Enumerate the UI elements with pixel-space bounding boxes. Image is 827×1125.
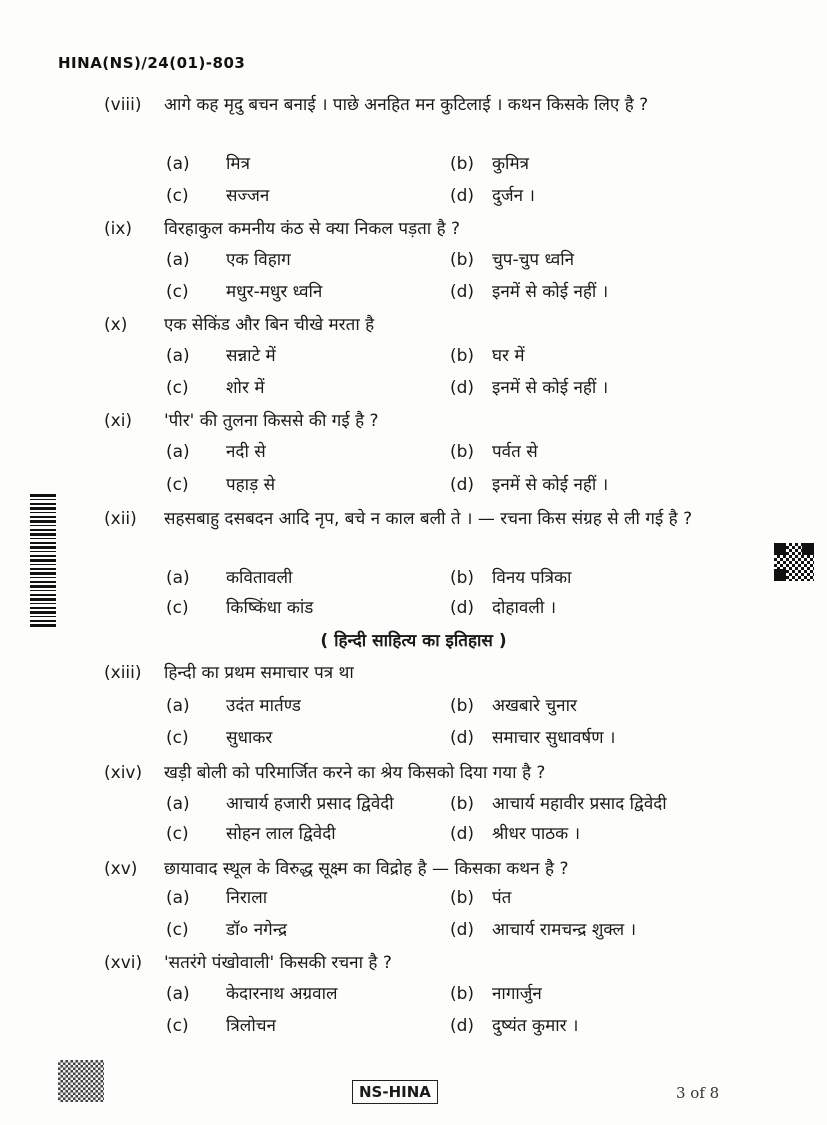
question: [104, 408, 754, 464]
option-label: (d): [450, 282, 475, 302]
option-label: (a): [166, 250, 190, 270]
option-text: विनय पत्रिका: [492, 568, 572, 588]
option-label: (b): [450, 984, 475, 1004]
question-text: हिन्दी का प्रथम समाचार पत्र था: [164, 663, 354, 683]
option-text: इनमें से कोई नहीं ।: [492, 378, 609, 398]
option-label: (b): [450, 568, 475, 588]
question-number: (xiv): [104, 763, 143, 783]
option-label: (b): [450, 250, 475, 270]
question: [104, 92, 754, 148]
option-text: समाचार सुधावर्षण ।: [492, 728, 616, 748]
page-number: 3 of 8: [676, 1084, 720, 1102]
paper-code: HINA(NS)/24(01)-803: [58, 54, 246, 72]
option-text: दुर्जन ।: [492, 186, 535, 206]
option-text: आचार्य महावीर प्रसाद द्विवेदी: [492, 794, 667, 814]
option-label: (a): [166, 696, 190, 716]
option-text: सन्नाटे में: [226, 346, 276, 366]
option-label: (b): [450, 154, 475, 174]
option-text: त्रिलोचन: [226, 1016, 276, 1036]
question-number: (xvi): [104, 953, 143, 973]
option-text: सोहन लाल द्विवेदी: [226, 824, 336, 844]
option-text: घर में: [492, 346, 525, 366]
option-text: नागार्जुन: [492, 984, 542, 1004]
option-label: (a): [166, 346, 190, 366]
question-number: (xi): [104, 411, 133, 431]
option-label: (c): [166, 186, 189, 206]
option-text: नदी से: [226, 442, 266, 462]
qr-code: [774, 543, 814, 581]
question-text: खड़ी बोली को परिमार्जित करने का श्रेय किसको दिया गया है ?: [164, 763, 546, 783]
option-label: (d): [450, 1016, 475, 1036]
option-text: मित्र: [226, 154, 250, 174]
option-text: श्रीधर पाठक ।: [492, 824, 581, 844]
footer-paper-code: NS-HINA: [352, 1080, 438, 1104]
option-text: पंत: [492, 888, 512, 908]
option-text: निराला: [226, 888, 268, 908]
security-stamp: [58, 1060, 104, 1102]
side-barcode: [30, 494, 56, 628]
question: [104, 506, 754, 562]
option-label: (d): [450, 186, 475, 206]
question-text: सहसबाहु दसबदन आदि नृप, बचे न काल बली ते । — रचना किस संग्रह से ली गई है ?: [164, 509, 693, 529]
option-label: (b): [450, 696, 475, 716]
option-text: केदारनाथ अग्रवाल: [226, 984, 338, 1004]
option-text: अखबारे चुनार: [492, 696, 577, 716]
question: [104, 312, 754, 368]
option-label: (d): [450, 728, 475, 748]
option-label: (c): [166, 475, 189, 495]
question-text: छायावाद स्थूल के विरुद्ध सूक्ष्म का विद्रोह है — किसका कथन है ?: [164, 859, 569, 879]
option-text: कवितावली: [226, 568, 293, 588]
option-label: (a): [166, 442, 190, 462]
question: [104, 856, 754, 912]
question-text: 'सतरंगे पंखोवाली' किसकी रचना है ?: [164, 953, 392, 973]
option-text: मधुर-मधुर ध्वनि: [226, 282, 323, 302]
option-label: (d): [450, 598, 475, 618]
option-text: शोर में: [226, 378, 265, 398]
option-label: (b): [450, 442, 475, 462]
option-text: एक विहाग: [226, 250, 291, 270]
option-label: (b): [450, 888, 475, 908]
option-text: चुप-चुप ध्वनि: [492, 250, 575, 270]
question-text: एक सेकिंड और बिन चीखे मरता है: [164, 315, 375, 335]
option-text: दुष्यंत कुमार ।: [492, 1016, 579, 1036]
option-text: इनमें से कोई नहीं ।: [492, 475, 609, 495]
option-label: (c): [166, 378, 189, 398]
option-label: (a): [166, 154, 190, 174]
option-text: कुमित्र: [492, 154, 530, 174]
option-label: (c): [166, 1016, 189, 1036]
option-text: पर्वत से: [492, 442, 538, 462]
option-label: (c): [166, 920, 189, 940]
option-label: (b): [450, 794, 475, 814]
option-label: (d): [450, 920, 475, 940]
option-text: सज्जन: [226, 186, 270, 206]
option-text: पहाड़ से: [226, 475, 276, 495]
option-label: (c): [166, 824, 189, 844]
question-number: (xv): [104, 859, 138, 879]
question-number: (x): [104, 315, 128, 335]
option-text: किष्किंधा कांड: [226, 598, 314, 618]
option-label: (c): [166, 282, 189, 302]
question-number: (viii): [104, 95, 142, 115]
option-label: (a): [166, 888, 190, 908]
option-label: (a): [166, 984, 190, 1004]
option-text: डॉ० नगेन्द्र: [226, 920, 288, 940]
question-number: (xii): [104, 509, 137, 529]
question-text: आगे कह मृदु बचन बनाई । पाछे अनहित मन कुटिलाई । कथन किसके लिए है ?: [164, 95, 649, 115]
option-text: इनमें से कोई नहीं ।: [492, 282, 609, 302]
question-number: (ix): [104, 219, 133, 239]
option-text: उदंत मार्तण्ड: [226, 696, 301, 716]
question: [104, 660, 754, 716]
question: [104, 950, 754, 1006]
option-label: (d): [450, 378, 475, 398]
option-label: (c): [166, 728, 189, 748]
option-text: आचार्य हजारी प्रसाद द्विवेदी: [226, 794, 394, 814]
question-text: 'पीर' की तुलना किससे की गई है ?: [164, 411, 379, 431]
question-text: विरहाकुल कमनीय कंठ से क्या निकल पड़ता है ?: [164, 219, 461, 239]
option-text: दोहावली ।: [492, 598, 557, 618]
option-label: (b): [450, 346, 475, 366]
question: [104, 216, 754, 272]
option-label: (d): [450, 475, 475, 495]
option-label: (a): [166, 568, 190, 588]
option-label: (d): [450, 824, 475, 844]
option-label: (a): [166, 794, 190, 814]
question-number: (xiii): [104, 663, 142, 683]
option-text: सुधाकर: [226, 728, 273, 748]
option-text: आचार्य रामचन्द्र शुक्ल ।: [492, 920, 637, 940]
option-label: (c): [166, 598, 189, 618]
section-heading: ( हिन्दी साहित्य का इतिहास ): [320, 631, 507, 651]
